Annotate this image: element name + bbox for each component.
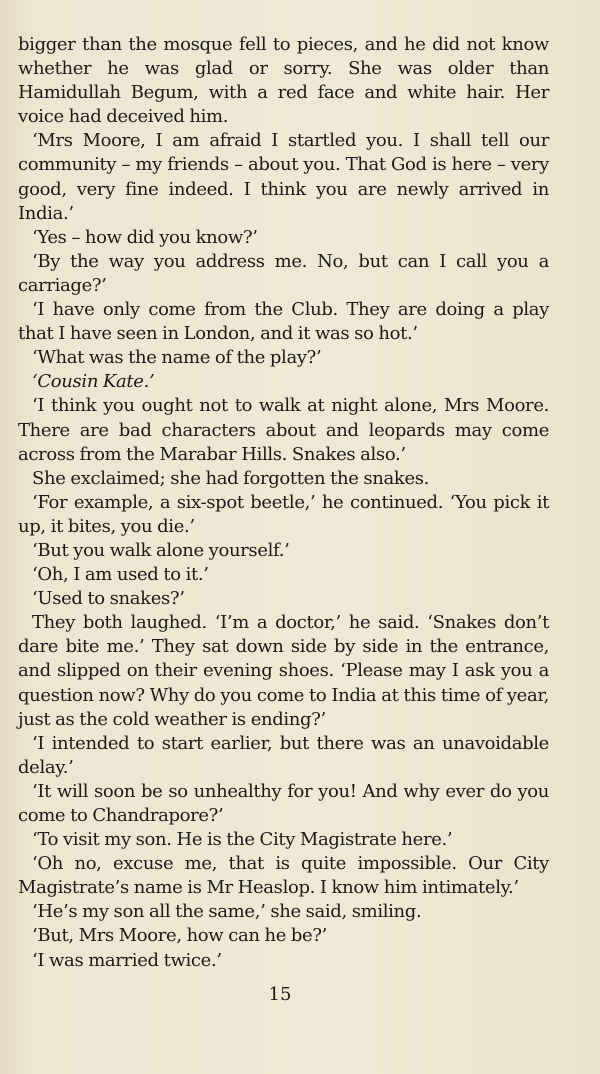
paragraph: ‘Oh, I am used to it.’ (32, 564, 209, 586)
paragraph: ‘But you walk alone yourself.’ (32, 539, 290, 561)
page-number: 15 (268, 984, 292, 1005)
body-text (18, 33, 549, 973)
paragraph: ‘To visit my son. He is the City Magistrate here.’ (32, 829, 453, 851)
paragraph: ‘I was married twice.’ (32, 949, 222, 971)
paragraph: ‘I intended to start earlier, but there was an unavoidable delay.’ (18, 732, 549, 778)
paragraph: ‘It will soon be so unhealthy for you! And why ever do you come to Chandrapore?’ (18, 780, 549, 826)
paragraph: ‘Cousin Kate.’ (32, 371, 155, 393)
paragraph: ‘Mrs Moore, I am afraid I startled you. I shall tell our community – my friends – about you. That God is here – very good, very fine indeed. I think you are newly arrived in India.’ (18, 130, 549, 224)
paragraph: ‘For example, a six-spot beetle,’ he continued. ‘You pick it up, it bites, you die.’ (18, 491, 549, 537)
paragraph: They both laughed. ‘I’m a doctor,’ he said. ‘Snakes don’t dare bite me.’ They sat down side by side in the entrance, and slipped on their evening shoes. ‘Please may I ask you a question now? Why do you come to India at this time of year, just as the cold weather is ending?’ (18, 612, 549, 730)
paragraph: ‘By the way you address me. No, but can I call you a carriage?’ (18, 250, 549, 296)
paragraph: ‘I have only come from the Club. They are doing a play that I have seen in London, and it was so hot.’ (18, 299, 549, 345)
paragraph: ‘Used to snakes?’ (32, 588, 185, 610)
paragraph: She exclaimed; she had forgotten the snakes. (32, 467, 430, 489)
paragraph: ‘Oh no, excuse me, that is quite impossible. Our City Magistrate’s name is Mr Heaslop. I know him intimately.’ (18, 853, 549, 899)
paragraph: bigger than the mosque fell to pieces, and he did not know whether he was glad or sorry. She was older than Hamidullah Begum, with a red face and white hair. Her voice had deceived him. (18, 34, 549, 128)
paragraph: ‘I think you ought not to walk at night alone, Mrs Moore. There are bad characters about and leopards may come across from the Marabar Hills. Snakes also.’ (18, 395, 549, 465)
paragraph: ‘He’s my son all the same,’ she said, smiling. (32, 901, 422, 923)
paragraph: ‘Yes – how did you know?’ (32, 226, 258, 248)
paragraph: ‘What was the name of the play?’ (32, 347, 322, 369)
paragraph: ‘But, Mrs Moore, how can he be?’ (32, 925, 328, 947)
